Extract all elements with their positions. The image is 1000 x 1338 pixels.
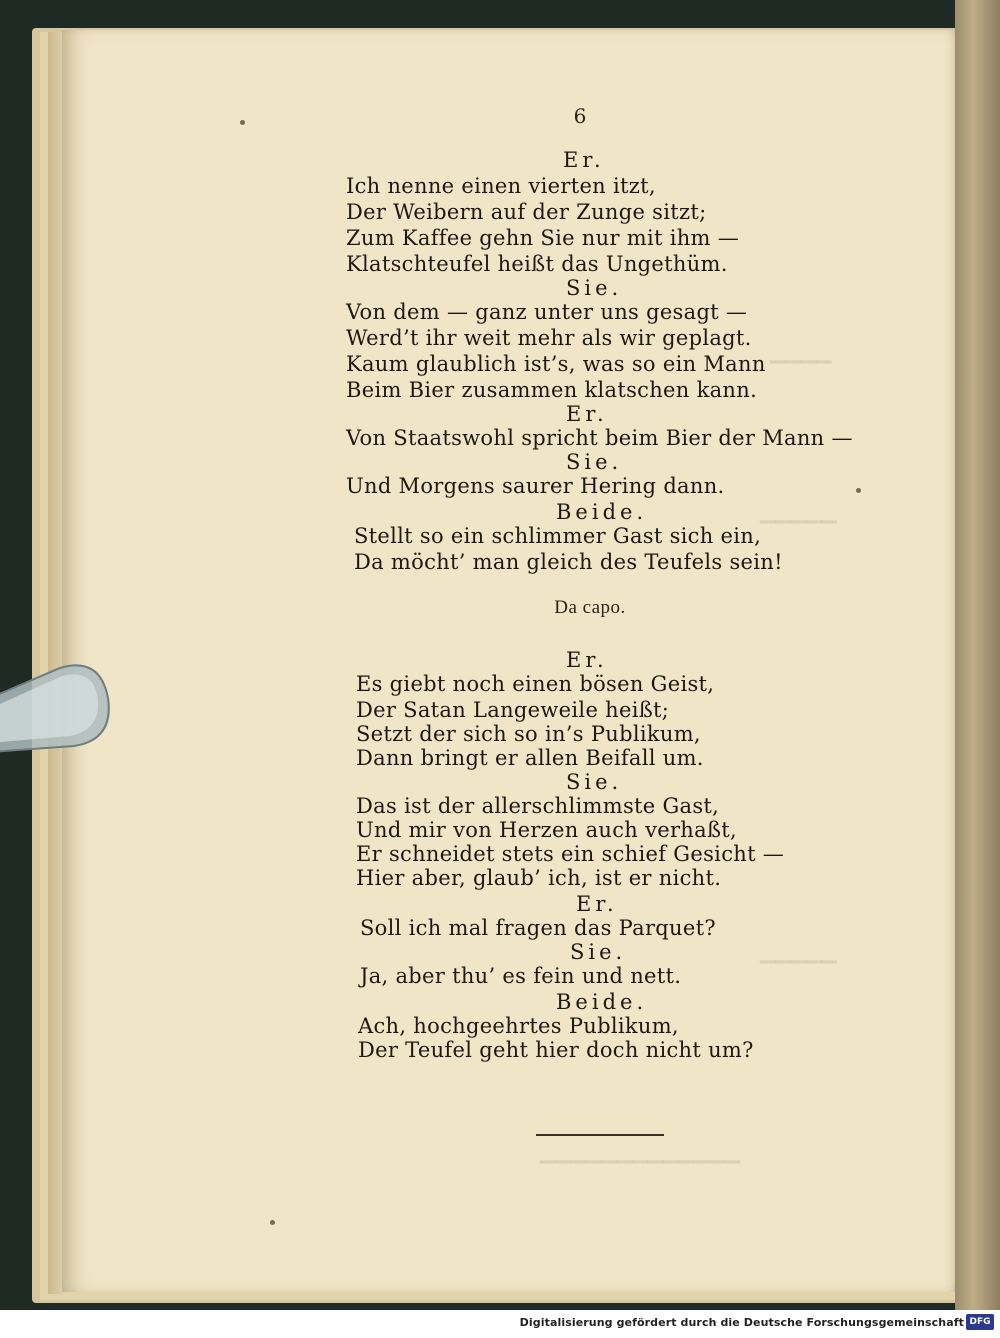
verse-line: Von dem — ganz unter uns gesagt — <box>346 300 748 324</box>
verse-line: Das ist der allerschlimmste Gast, <box>356 794 720 818</box>
verse-line: Er schneidet stets ein schief Gesicht — <box>356 842 785 866</box>
paper-speck <box>240 120 245 125</box>
dfg-logo: DFG <box>966 1314 994 1330</box>
end-rule <box>536 1134 664 1136</box>
speaker-label: Er. <box>563 148 605 172</box>
verse-line: Da möcht’ man gleich des Teufels sein! <box>354 550 783 574</box>
verse-line: Zum Kaffee gehn Sie nur mit ihm — <box>346 226 740 250</box>
verse-line: Der Teufel geht hier doch nicht um? <box>358 1038 754 1062</box>
paper-speck <box>270 1220 275 1225</box>
verse-line: Der Weibern auf der Zunge sitzt; <box>346 200 707 224</box>
verse-line: Soll ich mal fragen das Parquet? <box>360 916 716 940</box>
speaker-label: Sie. <box>570 940 627 964</box>
verse-line: Klatschteufel heißt das Ungethüm. <box>346 252 728 276</box>
paper-speck <box>856 488 861 493</box>
show-through: ▔▔▔▔ <box>770 360 832 384</box>
speaker-label: Sie. <box>566 770 623 794</box>
verse-line: Werd’t ihr weit mehr als wir geplagt. <box>346 326 752 350</box>
verse-line: Ich nenne einen vierten itzt, <box>346 174 656 198</box>
verse-line: Beim Bier zusammen klatschen kann. <box>346 378 758 402</box>
verse-line: Hier aber, glaub’ ich, ist er nicht. <box>356 866 722 890</box>
speaker-label: Sie. <box>566 450 623 474</box>
verse-line: Kaum glaublich ist’s, was so ein Mann <box>346 352 766 376</box>
show-through: ▔▔▔▔▔ <box>760 520 837 544</box>
page-clip-graphic <box>0 660 118 756</box>
verse-line: Ja, aber thu’ es fein und nett. <box>360 964 682 988</box>
show-through: ▔▔▔▔▔▔▔▔▔▔▔▔▔ <box>540 1160 740 1184</box>
page-number: 6 <box>573 104 587 128</box>
verse-line: Der Satan Langeweile heißt; <box>356 698 670 722</box>
da-capo-marking: Da capo. <box>554 597 626 618</box>
funding-credit: Digitalisierung gefördert durch die Deutsche Forschungsgemeinschaft <box>519 1316 964 1329</box>
speaker-label: Er. <box>566 648 608 672</box>
verse-line: Stellt so ein schlimmer Gast sich ein, <box>354 524 762 548</box>
verse-line: Setzt der sich so in’s Publikum, <box>356 722 701 746</box>
verse-line: Von Staatswohl spricht beim Bier der Mann — <box>346 426 853 450</box>
verse-line: Es giebt noch einen bösen Geist, <box>356 672 715 696</box>
speaker-label: Sie. <box>566 276 623 300</box>
verse-line: Und mir von Herzen auch verhaßt, <box>356 818 737 842</box>
speaker-label: Er. <box>576 892 618 916</box>
book-edge-right <box>955 0 1000 1310</box>
speaker-label: Beide. <box>556 990 648 1014</box>
verse-line: Ach, hochgeehrtes Publikum, <box>358 1014 679 1038</box>
show-through: ▔▔▔▔▔ <box>760 960 837 984</box>
verse-line: Und Morgens saurer Hering dann. <box>346 474 725 498</box>
speaker-label: Er. <box>566 402 608 426</box>
speaker-label: Beide. <box>556 500 648 524</box>
verse-line: Dann bringt er allen Beifall um. <box>356 746 704 770</box>
